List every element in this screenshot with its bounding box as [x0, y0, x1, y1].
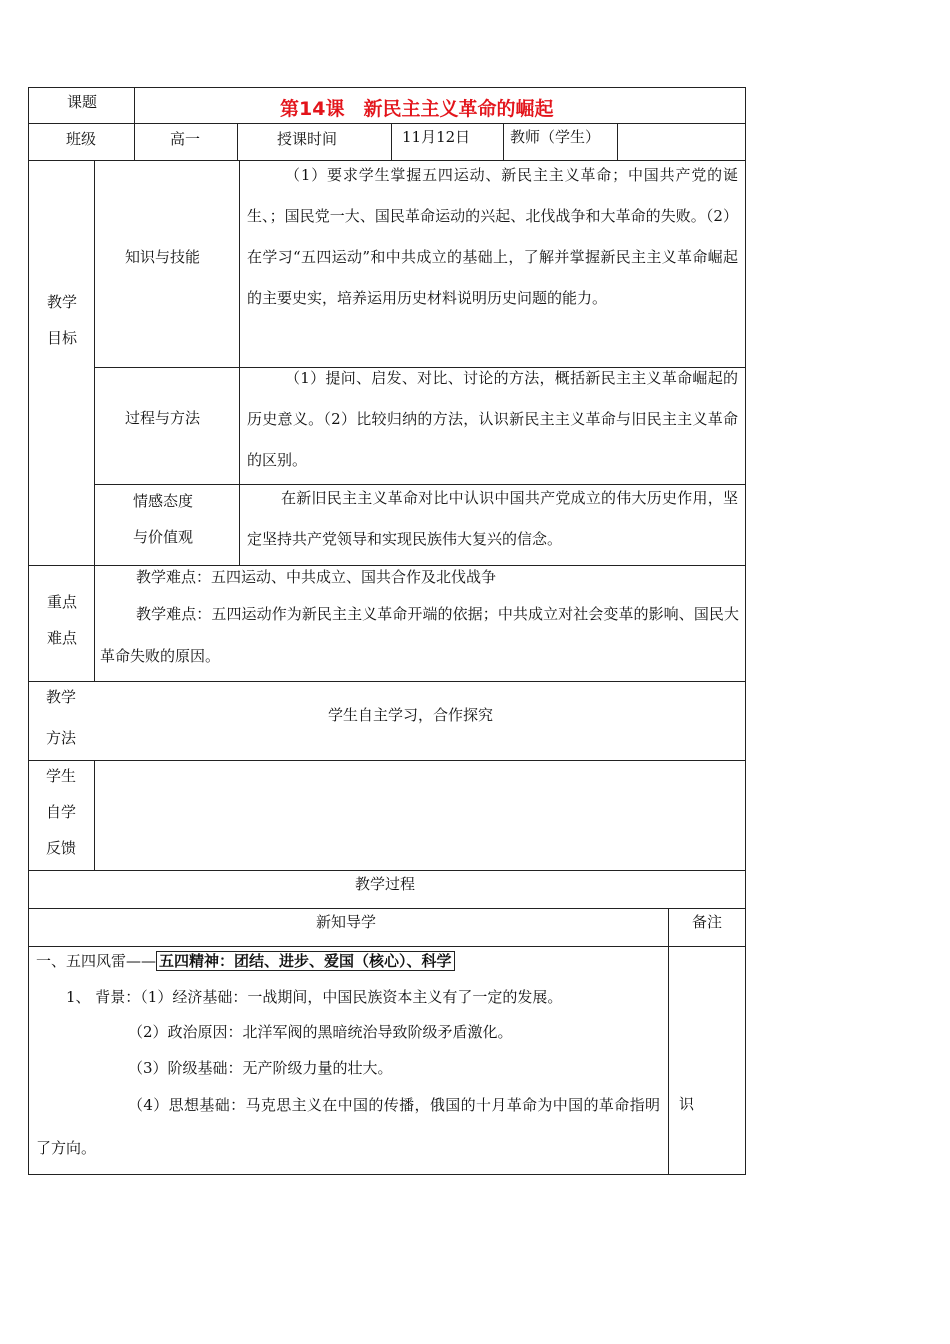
values-label-line1: 情感态度 — [133, 492, 194, 510]
method-value: 学生自主学习，合作探究 — [328, 706, 494, 724]
rule — [28, 946, 746, 947]
rule — [28, 123, 746, 124]
key-points-line2: 教学难点：五四运动作为新民主主义革命开端的依据；中共成立对社会变革的影响、国民大革命失败的原因。 — [100, 605, 739, 665]
rule — [239, 160, 240, 565]
rule — [28, 681, 746, 682]
teacher-label: 教师（学生） — [510, 128, 601, 146]
rule — [237, 123, 238, 160]
rule — [28, 87, 29, 1175]
rule — [28, 565, 746, 566]
values-text: 在新旧民主主义革命对比中认识中国共产党成立的伟大历史作用，坚定坚持共产党领导和实现民族伟大复兴的信念。 — [247, 489, 738, 548]
class-label: 班级 — [66, 130, 97, 148]
content-item: （2）政治原因：北洋军阀的黑暗统治导致阶级矛盾激化。 — [128, 1023, 513, 1041]
rule — [28, 870, 746, 871]
note-text: 识 — [679, 1095, 695, 1113]
rule — [28, 760, 746, 761]
section-heading — [36, 951, 455, 972]
rule — [28, 908, 746, 909]
method-label: 教学方法 — [46, 688, 77, 747]
topic-label: 课题 — [67, 93, 98, 111]
rule — [745, 87, 746, 1175]
rule — [134, 87, 135, 160]
rule — [94, 160, 95, 681]
rule — [94, 760, 95, 870]
feedback-label: 学生自学反馈 — [46, 767, 77, 857]
time-label: 授课时间 — [277, 130, 338, 148]
values-label-line2: 与价值观 — [133, 528, 194, 546]
time-value: 11月12日 — [402, 128, 471, 146]
rule — [28, 87, 746, 88]
process-heading: 教学过程 — [355, 875, 416, 893]
process-text: （1）提问、启发、对比、讨论的方法，概括新民主主义革命崛起的历史意义。（2）比较归纳的方法，认识新民主主义革命与旧民主主义革命的区别。 — [247, 369, 738, 469]
objectives-label: 教学目标 — [47, 293, 78, 347]
section-boxed-summary: 五四精神：团结、进步、爱国（核心）、科学 — [156, 951, 455, 971]
content-item: （4）思想基础：马克思主义在中国的传播，俄国的十月革命为中国的革命指明了方向。 — [36, 1096, 660, 1157]
rule — [28, 1174, 746, 1175]
process-label: 过程与方法 — [125, 409, 201, 427]
key-points-label: 重点难点 — [47, 593, 78, 647]
knowledge-label: 知识与技能 — [125, 248, 201, 266]
main-column-heading: 新知导学 — [316, 913, 377, 931]
content-item: （3）阶级基础：无产阶级力量的壮大。 — [128, 1059, 393, 1077]
class-value: 高一 — [170, 130, 201, 148]
lesson-title: 第14课 新民主主义革命的崛起 — [280, 98, 554, 120]
notes-column-heading: 备注 — [692, 913, 723, 931]
section-prefix: 一、五四风雷—— — [36, 952, 157, 970]
key-points-line1: 教学难点：五四运动、中共成立、国共合作及北伐战争 — [136, 568, 497, 586]
knowledge-text: （1）要求学生掌握五四运动、新民主主义革命；中国共产党的诞生、；国民党一大、国民革命运动的兴起、北伐战争和大革命的失败。（2）在学习“五四运动”和中共成立的基础上，了解并掌握新民主主义革命崛起的主要史实，培养运用历史材料说明历史问题的能力。 — [247, 166, 738, 307]
rule — [668, 908, 669, 1174]
content-item: 1、 背景：（1）经济基础：一战期间，中国民族资本主义有了一定的发展。 — [66, 988, 563, 1006]
